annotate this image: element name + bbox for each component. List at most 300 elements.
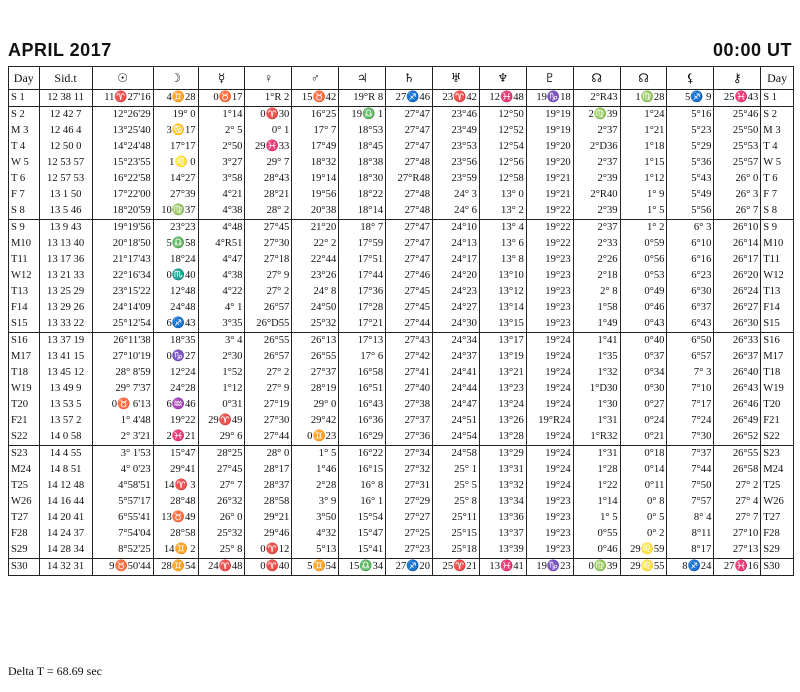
position-cell: 24°41 [433,365,480,381]
position-cell: 19°24 [526,333,573,350]
position-cell: 25°18 [433,542,480,559]
column-header: ☿ [198,67,245,90]
position-cell: 4°38 [198,203,245,220]
table-row [9,429,794,446]
position-cell: 28°25 [198,446,245,463]
sidereal-time-cell: 13 49 9 [39,381,92,397]
position-cell: 2°37 [573,220,620,237]
position-cell: 13°28 [479,429,526,446]
position-cell: 24°30 [433,316,480,333]
position-cell: 19°24 [526,478,573,494]
position-cell: 27° 4 [714,494,761,510]
position-cell: 2°33 [573,236,620,252]
position-cell: 3° 9 [292,494,339,510]
position-cell: 19°24 [526,381,573,397]
position-cell: 4°22 [198,284,245,300]
position-cell: 5°13 [292,542,339,559]
position-cell: 13°17 [479,333,526,350]
position-cell: 23°56 [433,155,480,171]
position-cell: 27°46 [386,268,433,284]
position-cell: 27♓16 [714,559,761,576]
position-cell: 12°26'29 [92,107,153,124]
delta-t-note: Delta T = 68.69 sec [8,664,102,678]
position-cell: 3° 1'53 [92,446,153,463]
position-cell: 26°37 [714,349,761,365]
position-cell: 24°48 [153,300,198,316]
position-cell: 27♐46 [386,90,433,107]
position-cell: 7°10 [667,381,714,397]
position-cell: 4°R51 [198,236,245,252]
table-row [9,462,794,478]
position-cell: 15°47 [153,446,198,463]
position-cell: 1°14 [198,107,245,124]
position-cell: 3°35 [198,316,245,333]
table-row [9,187,794,203]
position-cell: 0♏40 [153,268,198,284]
position-cell: 19°19 [526,107,573,124]
position-cell: 13♉49 [153,510,198,526]
position-cell: 21°17'43 [92,252,153,268]
position-cell: 0° 5 [620,510,667,526]
position-cell: 0°43 [620,316,667,333]
sidereal-time-cell: 14 32 31 [39,559,92,576]
position-cell: 27°30 [245,236,292,252]
position-cell: 26°55 [714,446,761,463]
position-cell: 6°23 [667,268,714,284]
position-cell: 6♒46 [153,397,198,413]
position-cell: 24°14'09 [92,300,153,316]
sidereal-time-cell: 14 4 55 [39,446,92,463]
position-cell: 2♍39 [573,107,620,124]
position-cell: 24°37 [433,349,480,365]
position-cell: 27° 2 [245,365,292,381]
position-cell: 26°D55 [245,316,292,333]
position-cell: 4°38 [198,268,245,284]
position-cell: 13°29 [479,446,526,463]
day-cell-right: S 9 [761,220,794,237]
day-cell-right: W12 [761,268,794,284]
position-cell: 25°50 [714,123,761,139]
position-cell: 26° 7 [714,203,761,220]
position-cell: 3°50 [292,510,339,526]
position-cell: 12°48 [153,284,198,300]
position-cell: 13°25'40 [92,123,153,139]
table-row [9,446,794,463]
position-cell: 24°27 [433,300,480,316]
sidereal-time-cell: 12 46 4 [39,123,92,139]
ephemeris-table [8,66,794,576]
position-cell: 19°24 [526,349,573,365]
position-cell: 28°17 [245,462,292,478]
day-cell-right: M17 [761,349,794,365]
position-cell: 28°58 [245,494,292,510]
position-cell: 4° 0'23 [92,462,153,478]
day-cell-right: M24 [761,462,794,478]
position-cell: 19°23 [526,268,573,284]
position-cell: 25°11 [433,510,480,526]
position-cell: 3° 4 [198,333,245,350]
position-cell: 29♓33 [245,139,292,155]
sidereal-time-cell: 12 42 7 [39,107,92,124]
position-cell: 2♓21 [153,429,198,446]
position-cell: 24°47 [433,397,480,413]
position-cell: 0♈12 [245,542,292,559]
position-cell: 27°37 [292,365,339,381]
sidereal-time-cell: 13 45 12 [39,365,92,381]
position-cell: 16°25 [292,107,339,124]
day-cell: S15 [9,316,40,333]
position-cell: 27°47 [386,139,433,155]
day-cell: S 9 [9,220,40,237]
position-cell: 13°21 [479,365,526,381]
position-cell: 27♐20 [386,559,433,576]
sidereal-time-cell: 13 5 46 [39,203,92,220]
position-cell: 27°19 [245,397,292,413]
position-cell: 27° 2 [245,284,292,300]
position-cell: 1°15 [620,155,667,171]
position-cell: 13° 8 [479,252,526,268]
position-cell: 23°59 [433,171,480,187]
sidereal-time-cell: 14 12 48 [39,478,92,494]
position-cell: 13°34 [479,494,526,510]
position-cell: 2°50 [198,139,245,155]
position-cell: 6° 3 [667,220,714,237]
position-cell: 25°57 [714,155,761,171]
position-cell: 1° 5 [292,446,339,463]
position-cell: 0°46 [573,542,620,559]
position-cell: 16°22'58 [92,171,153,187]
position-cell: 0°53 [620,268,667,284]
position-cell: 4°32 [292,526,339,542]
position-cell: 25♓43 [714,90,761,107]
position-cell: 27°45 [386,300,433,316]
position-cell: 0°59 [620,236,667,252]
day-cell-right: S30 [761,559,794,576]
position-cell: 27°36 [386,429,433,446]
position-cell: 17°49 [292,139,339,155]
position-cell: 28° 0 [245,446,292,463]
position-cell: 26°52 [714,429,761,446]
position-cell: 8°11 [667,526,714,542]
position-cell: 2°D36 [573,139,620,155]
position-cell: 8♐24 [667,559,714,576]
day-cell: F14 [9,300,40,316]
day-cell: S 2 [9,107,40,124]
position-cell: 17° 6 [339,349,386,365]
position-cell: 0°37 [620,349,667,365]
page-title: APRIL 2017 [8,40,112,60]
position-cell: 26°43 [714,381,761,397]
position-cell: 29♌59 [620,542,667,559]
position-cell: 24° 6 [433,203,480,220]
position-cell: 19♎ 1 [339,107,386,124]
position-cell: 26°10 [714,220,761,237]
position-cell: 17°36 [339,284,386,300]
position-cell: 5°43 [667,171,714,187]
day-cell-right: T20 [761,397,794,413]
position-cell: 7°44 [667,462,714,478]
position-cell: 29° 7 [245,155,292,171]
position-cell: 27°43 [386,333,433,350]
position-cell: 26°13 [292,333,339,350]
day-cell-right: T13 [761,284,794,300]
position-cell: 4♊28 [153,90,198,107]
position-cell: 19°23 [526,494,573,510]
position-cell: 1°32 [573,365,620,381]
position-cell: 29°46 [245,526,292,542]
position-cell: 13°31 [479,462,526,478]
position-cell: 1°31 [573,446,620,463]
day-cell-right: S 1 [761,90,794,107]
position-cell: 29♈49 [198,413,245,429]
position-cell: 18°32 [292,155,339,171]
position-cell: 18°14 [339,203,386,220]
position-cell: 0°27 [620,397,667,413]
position-cell: 1°52 [198,365,245,381]
position-cell: 2°28 [292,478,339,494]
column-header: ♀ [245,67,292,90]
position-cell: 13°26 [479,413,526,429]
position-cell: 0°18 [620,446,667,463]
position-cell: 23°49 [433,123,480,139]
position-cell: 17°17 [153,139,198,155]
position-cell: 25°46 [714,107,761,124]
sidereal-time-cell: 13 1 50 [39,187,92,203]
position-cell: 27°44 [245,429,292,446]
position-cell: 11♈27'16 [92,90,153,107]
sidereal-time-cell: 13 57 2 [39,413,92,429]
position-cell: 1°58 [573,300,620,316]
sidereal-time-cell: 13 41 15 [39,349,92,365]
position-cell: 25° 1 [433,462,480,478]
position-cell: 25°53 [714,139,761,155]
position-cell: 1°41 [573,333,620,350]
table-row [9,542,794,559]
position-cell: 0°55 [573,526,620,542]
day-cell: M 3 [9,123,40,139]
position-cell: 1°22 [573,478,620,494]
position-cell: 25°32 [292,316,339,333]
position-cell: 1° 9 [620,187,667,203]
position-cell: 19° 0 [153,107,198,124]
column-header: ♆ [479,67,526,90]
day-cell-right: T 4 [761,139,794,155]
position-cell: 7°54'04 [92,526,153,542]
table-row [9,107,794,124]
column-header: ☊ [620,67,667,90]
position-cell: 0♉17 [198,90,245,107]
position-cell: 27°47 [386,252,433,268]
position-cell: 18°20'59 [92,203,153,220]
position-cell: 1°35 [573,349,620,365]
position-cell: 2° 8 [573,284,620,300]
position-cell: 17°22'00 [92,187,153,203]
position-cell: 27°32 [386,462,433,478]
position-cell: 0° 1 [245,123,292,139]
position-cell: 27°47 [386,236,433,252]
position-cell: 20°38 [292,203,339,220]
position-cell: 12°58 [479,171,526,187]
column-header: ⚸ [667,67,714,90]
position-cell: 19°21 [526,171,573,187]
position-cell: 28°43 [245,171,292,187]
day-cell-right: M 3 [761,123,794,139]
position-cell: 29♌55 [620,559,667,576]
position-cell: 22°44 [292,252,339,268]
position-cell: 19°21 [526,187,573,203]
day-cell-right: T18 [761,365,794,381]
position-cell: 14♊ 2 [153,542,198,559]
position-cell: 1°46 [292,462,339,478]
sidereal-time-cell: 12 50 0 [39,139,92,155]
day-cell-right: S29 [761,542,794,559]
position-cell: 12°54 [479,139,526,155]
position-cell: 27°45 [198,462,245,478]
position-cell: 28°19 [292,381,339,397]
table-row [9,171,794,187]
position-cell: 27°41 [386,365,433,381]
position-cell: 26° 3 [714,187,761,203]
position-cell: 28°58 [153,526,198,542]
position-cell: 2°R40 [573,187,620,203]
table-row [9,349,794,365]
day-cell-right: W19 [761,381,794,397]
position-cell: 13°15 [479,316,526,333]
day-cell: T11 [9,252,40,268]
table-row [9,510,794,526]
table-row [9,381,794,397]
position-cell: 17°21 [339,316,386,333]
table-row [9,559,794,576]
position-cell: 23♈42 [433,90,480,107]
position-cell: 27°29 [386,494,433,510]
position-cell: 27°R48 [386,171,433,187]
position-cell: 29°21 [245,510,292,526]
position-cell: 29°42 [292,413,339,429]
position-cell: 17°44 [339,268,386,284]
position-cell: 24°50 [292,300,339,316]
position-cell: 5°56 [667,203,714,220]
position-cell: 27°39 [153,187,198,203]
day-cell-right: W26 [761,494,794,510]
position-cell: 28°48 [153,494,198,510]
position-cell: 0°30 [620,381,667,397]
position-cell: 19°22 [526,220,573,237]
position-cell: 3°58 [198,171,245,187]
position-cell: 27°47 [386,107,433,124]
day-cell: W12 [9,268,40,284]
position-cell: 19°56 [292,187,339,203]
position-cell: 0°46 [620,300,667,316]
position-cell: 19°R 8 [339,90,386,107]
day-cell: M24 [9,462,40,478]
position-cell: 24° 8 [292,284,339,300]
position-cell: 12°24 [153,365,198,381]
position-cell: 23°23 [153,220,198,237]
position-cell: 0♊23 [292,429,339,446]
position-cell: 19°19'56 [92,220,153,237]
table-row [9,316,794,333]
position-cell: 1° 5 [620,203,667,220]
position-cell: 26°58 [714,462,761,478]
position-cell: 26°17 [714,252,761,268]
position-cell: 24°54 [433,429,480,446]
table-row [9,284,794,300]
position-cell: 2°18 [573,268,620,284]
position-cell: 0°49 [620,284,667,300]
position-cell: 0♈40 [245,559,292,576]
position-cell: 0°34 [620,365,667,381]
position-cell: 28°37 [245,478,292,494]
position-cell: 26°40 [714,365,761,381]
position-cell: 4°48 [198,220,245,237]
day-cell: S 8 [9,203,40,220]
position-cell: 27° 9 [245,381,292,397]
position-cell: 1°21 [620,123,667,139]
position-cell: 1°D30 [573,381,620,397]
position-cell: 6°30 [667,284,714,300]
position-cell: 26°14 [714,236,761,252]
position-cell: 5°23 [667,123,714,139]
position-cell: 26° 0 [198,510,245,526]
sidereal-time-cell: 14 0 58 [39,429,92,446]
sidereal-time-cell: 14 20 41 [39,510,92,526]
position-cell: 5°29 [667,139,714,155]
position-cell: 19°R24 [526,413,573,429]
day-cell-right: S 8 [761,203,794,220]
position-cell: 25° 8 [433,494,480,510]
position-cell: 14♈ 3 [153,478,198,494]
day-cell-right: F21 [761,413,794,429]
position-cell: 27°42 [386,349,433,365]
position-cell: 27°38 [386,397,433,413]
day-cell: W26 [9,494,40,510]
position-cell: 16°43 [339,397,386,413]
position-cell: 7°37 [667,446,714,463]
position-cell: 13°32 [479,478,526,494]
position-cell: 1° 4'48 [92,413,153,429]
position-cell: 16°58 [339,365,386,381]
position-cell: 16°36 [339,413,386,429]
sidereal-time-cell: 13 29 26 [39,300,92,316]
position-cell: 6°10 [667,236,714,252]
sidereal-time-cell: 14 28 34 [39,542,92,559]
day-cell: S16 [9,333,40,350]
position-cell: 24°23 [433,284,480,300]
position-cell: 24♈48 [198,559,245,576]
position-cell: 27°47 [386,220,433,237]
position-cell: 1♍28 [620,90,667,107]
position-cell: 19°24 [526,462,573,478]
position-cell: 9♉50'44 [92,559,153,576]
position-cell: 27° 7 [714,510,761,526]
position-cell: 28♊54 [153,559,198,576]
table-row [9,220,794,237]
day-cell-right: F14 [761,300,794,316]
position-cell: 27°45 [386,284,433,300]
sidereal-time-cell: 14 24 37 [39,526,92,542]
position-cell: 13°36 [479,510,526,526]
position-cell: 25°32 [198,526,245,542]
position-cell: 28° 8'59 [92,365,153,381]
day-cell-right: S15 [761,316,794,333]
position-cell: 19♑23 [526,559,573,576]
day-cell-right: S23 [761,446,794,463]
day-cell: M17 [9,349,40,365]
position-cell: 10♍37 [153,203,198,220]
position-cell: 13°23 [479,381,526,397]
position-cell: 29°41 [153,462,198,478]
